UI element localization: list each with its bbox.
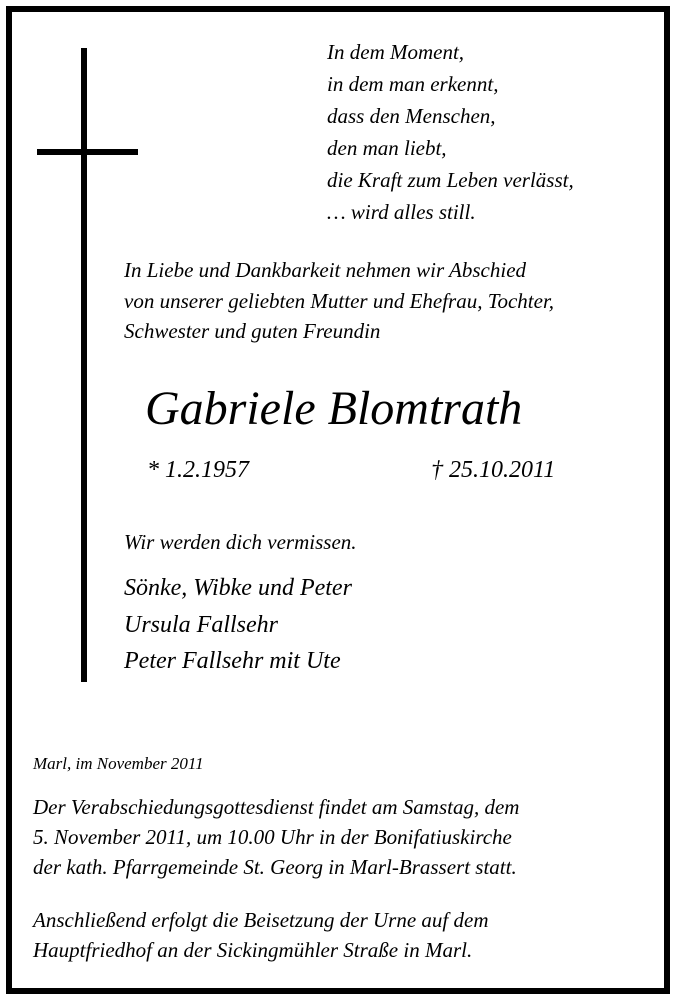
service-notice — [33, 792, 519, 882]
place-and-date: Marl, im November 2011 — [33, 754, 204, 773]
deceased-name: Gabriele Blomtrath — [145, 382, 523, 435]
service-line: der kath. Pfarrgemeinde St. Georg in Marl-Brassert statt. — [33, 855, 517, 879]
death-date: † 25.10.2011 — [431, 457, 556, 483]
poem-line: den man liebt, — [327, 136, 447, 160]
cross-vertical-beam — [81, 48, 87, 682]
farewell-intro — [124, 255, 554, 347]
mourner-name: Peter Fallsehr mit Ute — [124, 648, 341, 674]
poem-line: in dem man erkennt, — [327, 72, 499, 96]
burial-line: Hauptfriedhof an der Sickingmühler Straße in Marl. — [33, 938, 473, 962]
poem — [327, 36, 574, 228]
service-line: 5. November 2011, um 10.00 Uhr in der Bonifatiuskirche — [33, 825, 512, 849]
poem-line: die Kraft zum Leben verlässt, — [327, 168, 574, 192]
service-line: Der Verabschiedungsgottesdienst findet am Samstag, dem — [33, 795, 520, 819]
birth-date: * 1.2.1957 — [147, 457, 249, 483]
cross-horizontal-beam — [37, 149, 138, 155]
closing-phrase: Wir werden dich vermissen. — [124, 530, 357, 554]
mourners-list — [124, 570, 352, 680]
burial-notice — [33, 905, 489, 965]
poem-line: … wird alles still. — [327, 200, 476, 224]
poem-line: dass den Menschen, — [327, 104, 496, 128]
mourner-name: Sönke, Wibke und Peter — [124, 575, 352, 601]
mourner-name: Ursula Fallsehr — [124, 611, 279, 638]
intro-line: Schwester und guten Freundin — [124, 319, 381, 343]
poem-line: In dem Moment, — [327, 40, 465, 64]
intro-line: In Liebe und Dankbarkeit nehmen wir Abschied — [124, 258, 527, 282]
burial-line: Anschließend erfolgt die Beisetzung der Urne auf dem — [33, 908, 489, 932]
intro-line: von unserer geliebten Mutter und Ehefrau, Tochter, — [124, 288, 555, 313]
